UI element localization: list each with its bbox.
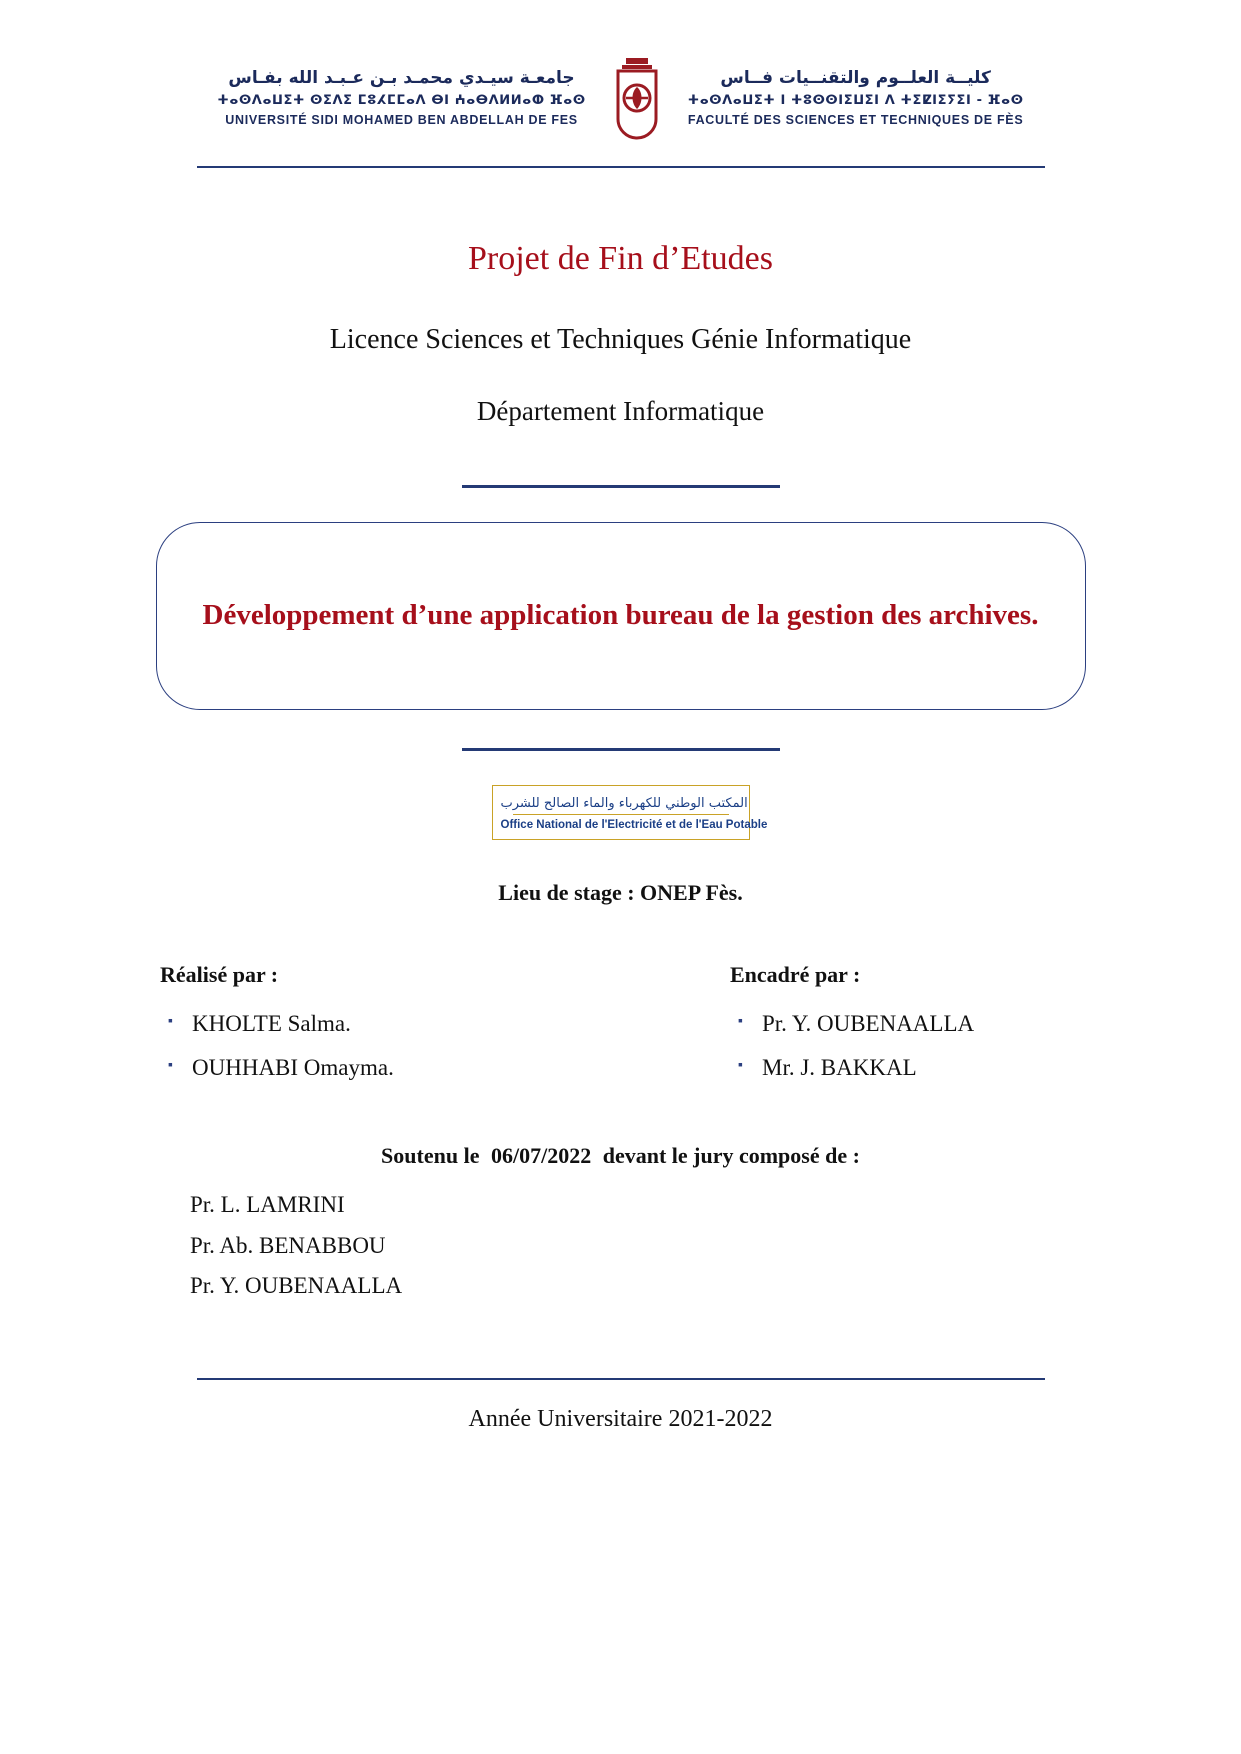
footer-divider	[197, 1378, 1045, 1380]
list-item: Pr. Y. OUBENAALLA	[190, 1272, 403, 1298]
square-bullet-icon: ▪	[738, 1014, 743, 1029]
university-name-tifinagh: ⵜⴰⵙⴷⴰⵡⵉⵜ ⵙⵉⴷⵉ ⵎⵓⵃⵎⵎⴰⴷ ⴱⵏ ⵄⴰⴱⴷⵍⵍⴰⵀ ⴼⴰⵙ	[217, 92, 586, 108]
subject-title: Développement d’une application bureau de la gestion des archives.	[202, 599, 1039, 632]
company-name-arabic: المكتب الوطني للكهرباء والماء الصالح للشرب	[500, 796, 748, 811]
author-name: KHOLTE Salma.	[192, 1011, 351, 1036]
header-divider	[197, 166, 1045, 168]
company-logo-underline	[513, 814, 729, 815]
subject-box	[156, 522, 1086, 710]
supervisors-column	[730, 962, 1030, 1089]
faculty-name-arabic: كليــة العلــوم والتقنــيات فــاس	[720, 67, 991, 88]
square-bullet-icon: ▪	[168, 1014, 173, 1029]
page-title: Projet de Fin d’Etudes	[467, 240, 774, 277]
list-item	[168, 1046, 460, 1090]
supervisors-list	[730, 1002, 1030, 1089]
authors-heading: Réalisé par :	[160, 962, 279, 987]
divider-above-subject	[462, 485, 780, 488]
supervisor-name: Mr. J. BAKKAL	[762, 1054, 917, 1080]
defense-suffix: devant le jury composé de :	[602, 1143, 860, 1169]
defense-date: 06/07/2022	[490, 1143, 592, 1169]
supervisors-heading: Encadré par :	[730, 962, 861, 987]
letterhead	[0, 0, 1241, 140]
faculty-name-tifinagh: ⵜⴰⵙⴷⴰⵡⵉⵜ ⵏ ⵜⵓⵙⵙⵏⵉⵡⵉⵏ ⴷ ⵜⵉⵇⵏⵉⵢⵉⵏ - ⴼⴰⵙ	[687, 92, 1024, 108]
department-title: Département Informatique	[476, 396, 765, 426]
list-item	[738, 1046, 1030, 1090]
academic-year: Année Universitaire 2021-2022	[468, 1406, 773, 1433]
people-section	[0, 962, 1241, 1089]
faculty-identity	[688, 67, 1024, 129]
jury-list	[190, 1185, 1241, 1306]
square-bullet-icon: ▪	[168, 1057, 173, 1073]
list-item: Pr. Ab. BENABBOU	[190, 1232, 386, 1258]
authors-column	[160, 962, 460, 1089]
supervisor-name: Pr. Y. OUBENAALLA	[762, 1011, 975, 1036]
defense-line	[0, 1143, 1241, 1169]
list-item	[738, 1002, 1030, 1046]
program-title: Licence Sciences et Techniques Génie Informatique	[329, 324, 912, 355]
faculty-name-french: FACULTÉ DES SCIENCES ET TECHNIQUES DE FÈS	[687, 113, 1024, 128]
list-item	[168, 1002, 460, 1046]
university-identity	[217, 67, 585, 129]
university-seal-logo	[604, 56, 670, 140]
company-name-french: Office National de l'Electricité et de l'Eau Potable	[500, 819, 768, 831]
university-name-arabic: جامعـة سيـدي محمـد بـن عـبـد الله بفـاس	[228, 67, 575, 88]
university-name-french: UNIVERSITÉ SIDI MOHAMED BEN ABDELLAH DE FES	[225, 113, 578, 128]
author-name: OUHHABI Omayma.	[192, 1054, 394, 1080]
authors-list	[160, 1002, 460, 1089]
square-bullet-icon: ▪	[738, 1057, 743, 1073]
list-item: Pr. L. LAMRINI	[190, 1192, 345, 1218]
internship-place: Lieu de stage : ONEP Fès.	[498, 880, 743, 905]
onep-logo	[492, 785, 768, 840]
defense-prefix: Soutenu le	[381, 1143, 480, 1169]
divider-below-subject	[462, 748, 780, 751]
